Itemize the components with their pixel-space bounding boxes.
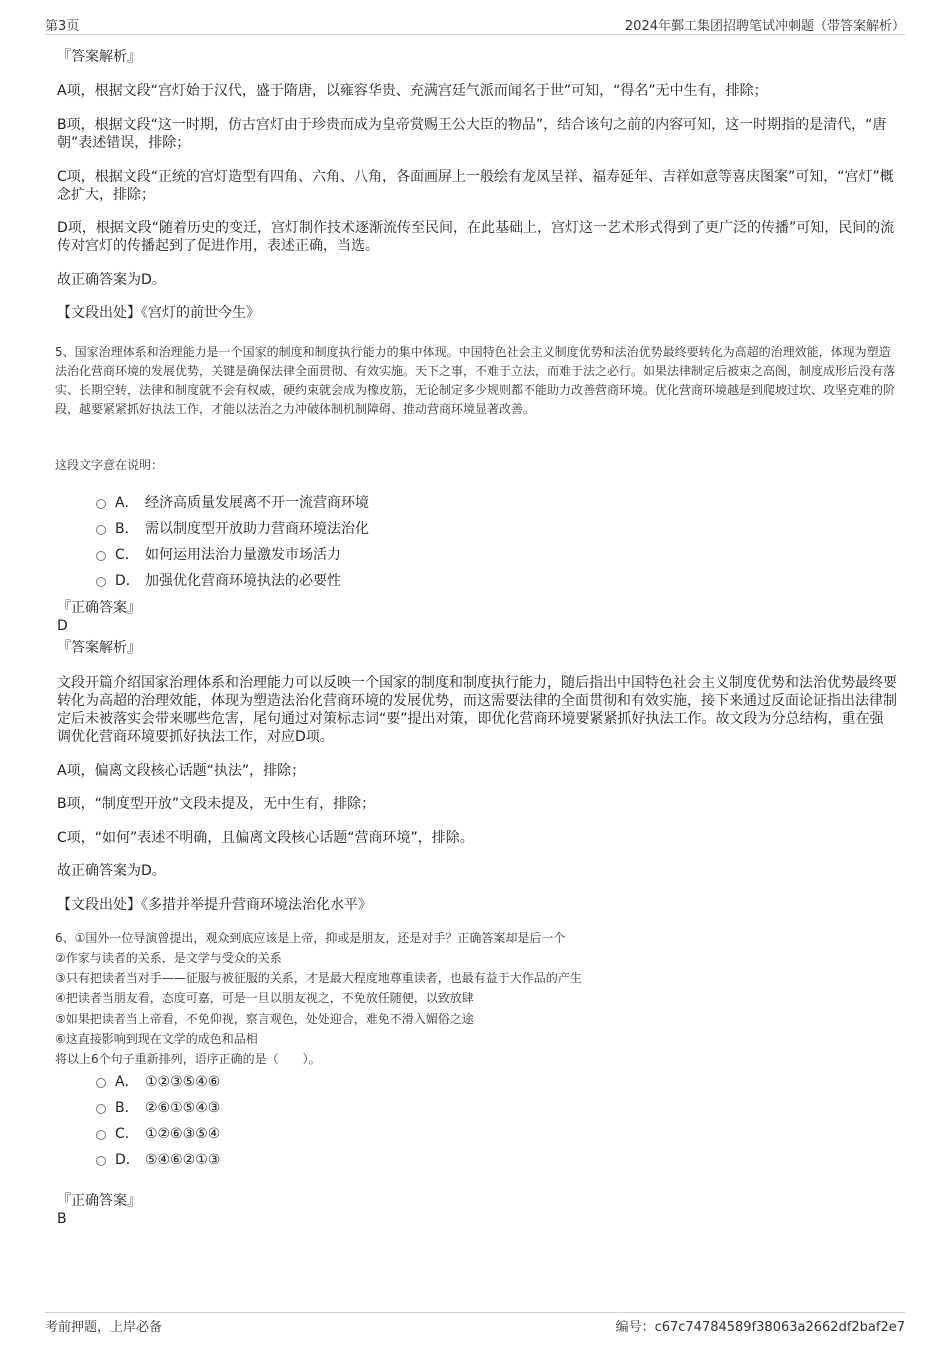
q4-analysis-d: D项，根据文段“随着历史的变迁，宫灯制作技术逐渐流传至民间，在此基础上，宫灯这一艺术形式得到了更广泛的传播”可知，民间的流传对宫灯的传播起到了促进作用，表述正确，当选。 bbox=[57, 220, 895, 254]
document-title: 2024年鄞工集团招聘笔试冲刺题（带答案解析） bbox=[624, 19, 905, 34]
radio-icon[interactable] bbox=[96, 577, 106, 587]
q5-source: 【文段出处】《多措并举提升营商环境法治化水平》 bbox=[57, 897, 372, 913]
q5-analysis-c: C项，“如何”表述不明确，且偏离文段核心话题“营商环境”，排除。 bbox=[57, 830, 474, 846]
radio-icon[interactable] bbox=[96, 1156, 106, 1166]
q6-answer: B bbox=[57, 1211, 67, 1227]
q5-analysis-label: 『答案解析』 bbox=[57, 640, 141, 656]
radio-icon[interactable] bbox=[96, 1078, 106, 1088]
q5-prompt: 这段文字意在说明： bbox=[55, 458, 164, 472]
q4-analysis-label: 『答案解析』 bbox=[57, 49, 141, 65]
q5-option-b[interactable]: B． 需以制度型开放助力营商环境法治化 bbox=[96, 520, 369, 538]
q5-analysis-b: B项，“制度型开放”文段未提及，无中生有，排除； bbox=[57, 796, 376, 812]
q6-answer-label: 『正确答案』 bbox=[57, 1193, 141, 1209]
q4-source: 【文段出处】《宫灯的前世今生》 bbox=[57, 305, 260, 321]
q6-option-b[interactable]: B． ②⑥①⑤④③ bbox=[96, 1099, 220, 1117]
page-footer bbox=[45, 1312, 905, 1335]
footer-slogan: 考前押题，上岸必备 bbox=[45, 1320, 163, 1335]
q6-line-5: ⑤如果把读者当上帝看，不免仰视，察言观色，处处迎合，难免不滑入媚俗之途 bbox=[55, 1012, 474, 1026]
q5-stem: 5、国家治理体系和治理能力是一个国家的制度和制度执行能力的集中体现。中国特色社会主义制度优势和法治优势最终要转化为高超的治理效能，体现为塑造法治化营商环境的发展优势，关键是确保法律全面贯彻、有效实施。天下之事，不难于立法，而难于法之必行。如果法律制定后被束之高阁，制度成形后没有落实、长期空转，法律和制度就不会有权威，硬约束就会成为橡皮筋，无论制定多少规则都不能助力改善营商环境。优化营商环境越是到爬坡过坎、攻坚克难的阶段，越要紧紧抓好执法工作，才能以法治之力冲破体制机制障碍、推动营商环境显著改善。 bbox=[55, 345, 896, 416]
q4-analysis-a: A项，根据文段“宫灯始于汉代，盛于隋唐，以雍容华贵、充满宫廷气派而闻名于世”可知，“得名”无中生有，排除； bbox=[57, 83, 768, 99]
q5-answer: D bbox=[57, 618, 68, 634]
radio-icon[interactable] bbox=[96, 525, 106, 535]
radio-icon[interactable] bbox=[96, 1130, 106, 1140]
q4-conclusion: 故正确答案为D。 bbox=[57, 272, 166, 288]
q6-line-4: ④把读者当朋友看，态度可嘉，可是一旦以朋友视之，不免放任随便，以致放肆 bbox=[55, 991, 474, 1005]
radio-icon[interactable] bbox=[96, 1104, 106, 1114]
q5-analysis: 文段开篇介绍国家治理体系和治理能力可以反映一个国家的制度和制度执行能力，随后指出中国特色社会主义制度优势和法治优势最终要转化为高超的治理效能，体现为塑造法治化营商环境的发展优势，而这需要法律的全面贯彻和有效实施，接下来通过反面论证指出法律制定后未被落实会带来哪些危害，尾句通过对策标志词“要”提出对策，即优化营商环境要紧紧抓好执法工作。故文段为分总结构，重在强调优化营商环境要抓好执法工作，对应D项。 bbox=[57, 675, 897, 745]
page-header bbox=[45, 12, 905, 35]
q6-line-2: ②作家与读者的关系，是文学与受众的关系 bbox=[55, 951, 282, 965]
radio-icon[interactable] bbox=[96, 551, 106, 561]
q5-answer-label: 『正确答案』 bbox=[57, 600, 141, 616]
q5-analysis-a: A项，偏离文段核心话题“执法”，排除； bbox=[57, 763, 306, 779]
page-number: 第3页 bbox=[45, 19, 80, 34]
q4-analysis-c: C项，根据文段“正统的宫灯造型有四角、六角、八角，各面画屏上一般绘有龙凤呈祥、福寿延年、吉祥如意等喜庆图案”可知，“宫灯”概念扩大，排除； bbox=[57, 169, 894, 203]
q5-option-a[interactable]: A． 经济高质量发展离不开一流营商环境 bbox=[96, 494, 369, 512]
q6-option-d[interactable]: D． ⑤④⑥②①③ bbox=[96, 1151, 220, 1169]
q6-line-6: ⑥这直接影响到现在文学的成色和品相 bbox=[55, 1032, 258, 1046]
q5-option-d[interactable]: D． 加强优化营商环境执法的必要性 bbox=[96, 572, 341, 590]
q5-option-c[interactable]: C． 如何运用法治力量激发市场活力 bbox=[96, 546, 341, 564]
q6-prompt: 将以上6个句子重新排列，语序正确的是（ ）。 bbox=[55, 1052, 321, 1066]
q4-analysis-b: B项，根据文段“这一时期，仿古宫灯由于珍贵而成为皇帝赏赐王公大臣的物品”，结合该句之前的内容可知，这一时期指的是清代，“唐朝”表述错误，排除； bbox=[57, 117, 887, 151]
document-code: 编号：c67c74784589f38063a2662df2baf2e7 bbox=[615, 1320, 905, 1335]
q6-option-a[interactable]: A． ①②③⑤④⑥ bbox=[96, 1073, 220, 1091]
radio-icon[interactable] bbox=[96, 499, 106, 509]
q6-line-1: 6、①国外一位导演曾提出，观众到底应该是上帝，抑或是朋友，还是对手？正确答案却是后一个 bbox=[55, 931, 566, 945]
q5-conclusion: 故正确答案为D。 bbox=[57, 863, 166, 879]
q6-line-3: ③只有把读者当对手——征服与被征服的关系，才是最大程度地尊重读者，也最有益于大作品的产生 bbox=[55, 971, 582, 985]
q6-option-c[interactable]: C． ①②⑥③⑤④ bbox=[96, 1125, 220, 1143]
